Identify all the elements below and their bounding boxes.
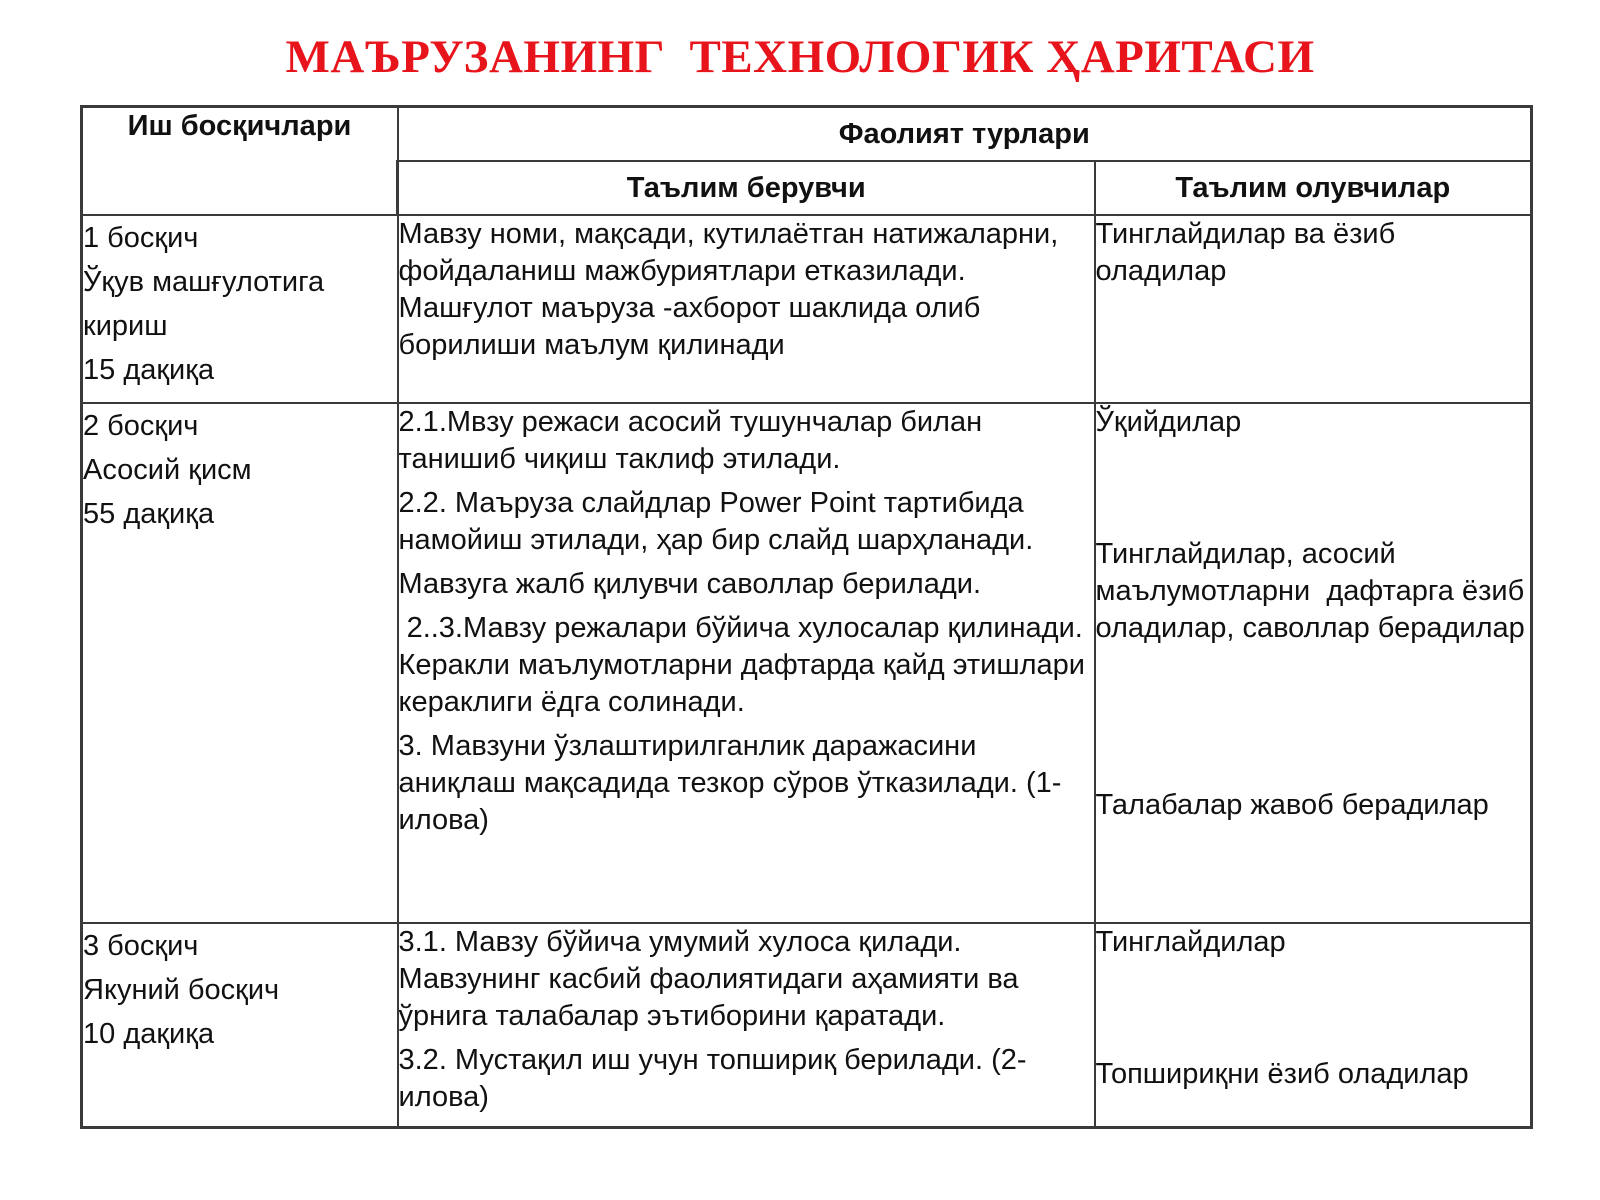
- stage-number: 3 босқич: [83, 930, 199, 962]
- students-cell: [1095, 215, 1532, 403]
- students-activity: Топшириқни ёзиб оладилар: [1095, 1058, 1469, 1090]
- teacher-activity: Мавзу номи, мақсади, кутилаётган натижаларни, фойдаланиш мажбуриятлари етказилади. Машғулот маъруза -ахборот шаклида олиб борилиши маълум қилинади: [398, 218, 1059, 361]
- header-students: Таълим олувчилар: [1095, 161, 1532, 215]
- teacher-activity: 2.2. Маъруза слайдлар Power Point тартибида намойиш этилади, ҳар бир слайд шарҳланади.: [398, 487, 1034, 556]
- students-activity: Тинглайдилар: [1095, 926, 1286, 958]
- stage-name: Асосий қисм: [83, 454, 252, 486]
- header-stages: Иш босқичлари: [82, 107, 398, 216]
- stage-name: Якуний босқич: [83, 974, 280, 1006]
- stage-duration: 10 дақиқа: [83, 1018, 215, 1050]
- table-row: [82, 923, 1532, 1127]
- header-teacher: Таълим берувчи: [398, 161, 1095, 215]
- students-cell: [1095, 923, 1532, 1127]
- students-activity: Тинглайдилар ва ёзиб оладилар: [1095, 218, 1396, 287]
- teacher-activity: 2..3.Мавзу режалари бўйича хулосалар қилинади. Керакли маълумотларни дафтарда қайд этишлари кераклиги ёдга солинади.: [398, 612, 1094, 718]
- teacher-activity: Мавзуга жалб қилувчи саволлар берилади.: [398, 568, 982, 600]
- teacher-activity: 3.2. Мустақил иш учун топшириқ берилади. (2-илова): [398, 1044, 1027, 1113]
- stage-duration: 55 дақиқа: [83, 498, 215, 530]
- stage-cell: [82, 215, 398, 403]
- teacher-activity: 2.1.Мвзу режаси асосий тушунчалар билан танишиб чиқиш таклиф этилади.: [398, 406, 983, 475]
- teacher-cell: [398, 403, 1095, 923]
- stage-number: 2 босқич: [83, 410, 199, 442]
- students-activity: Тинглайдилар, асосий маълумотларни дафтарга ёзиб оладилар, саволлар берадилар: [1095, 538, 1533, 644]
- stage-name-cont: кириш: [83, 310, 168, 342]
- students-activity: Талабалар жавоб берадилар: [1095, 789, 1489, 821]
- students-activity: Ўқийдилар: [1095, 406, 1242, 438]
- stage-cell: [82, 403, 398, 923]
- stage-number: 1 босқич: [83, 222, 199, 254]
- teacher-cell: [398, 923, 1095, 1127]
- table-row: [82, 215, 1532, 403]
- stage-duration: 15 дақиқа: [83, 354, 215, 386]
- technology-map-table: [80, 105, 1533, 1129]
- students-cell: [1095, 403, 1532, 923]
- table-row: [82, 403, 1532, 923]
- page-title: МАЪРУЗАНИНГ ТЕХНОЛОГИК ҲАРИТАСИ: [285, 31, 1315, 83]
- header-row-top: [82, 107, 1532, 162]
- stage-name: Ўқув машғулотига: [83, 266, 325, 298]
- header-activities: Фаолият турлари: [398, 107, 1532, 162]
- stage-cell: [82, 923, 398, 1127]
- teacher-cell: [398, 215, 1095, 403]
- teacher-activity: 3.1. Мавзу бўйича умумий хулоса қилади. Мавзунинг касбий фаолиятидаги аҳамияти ва ўрнига талабалар эътиборини қаратади.: [398, 926, 1019, 1032]
- teacher-activity: 3. Мавзуни ўзлаштирилганлик даражасини аниқлаш мақсадида тезкор сўров ўтказилади. (1-илова): [398, 730, 1062, 836]
